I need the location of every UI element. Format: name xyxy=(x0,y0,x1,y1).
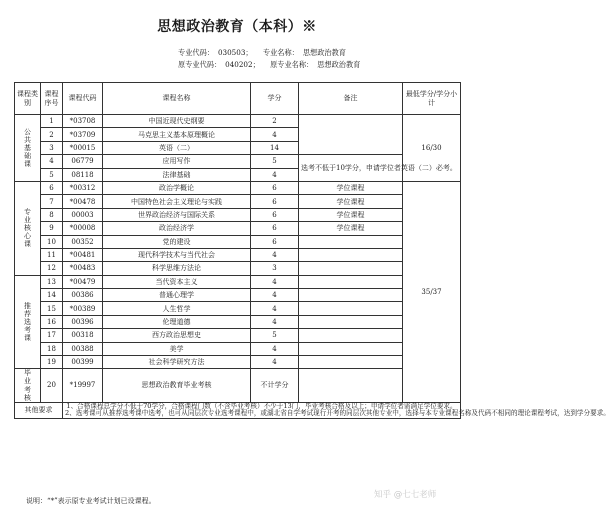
course-seq: 16 xyxy=(41,315,63,328)
course-credit: 6 xyxy=(251,235,299,248)
course-name: 伦理道德 xyxy=(103,315,251,328)
orig-name-label: 原专业名称： xyxy=(270,60,314,69)
course-code: *00479 xyxy=(63,275,103,288)
course-note xyxy=(299,289,403,302)
category-label: 专业核心课 xyxy=(24,208,31,249)
orig-code-label: 原专业代码： xyxy=(178,60,222,69)
table-row xyxy=(15,356,461,369)
course-credit: 4 xyxy=(251,315,299,328)
course-note xyxy=(299,275,403,288)
other-requirements-text xyxy=(63,401,610,418)
orig-code: 040202； xyxy=(225,60,260,69)
course-note: 学位课程 xyxy=(299,208,403,221)
course-code: *00481 xyxy=(63,248,103,261)
table-row xyxy=(15,342,461,355)
table-row xyxy=(15,262,461,275)
requirement-item: 2、选考课可从推荐选考课中选考，也可从同层次专业选考课程中，或湖北省自学考试现行开考的同层次其他专业中，选择与本专业课程名称及代码不相同的理论课程考试，达到学分要求。 xyxy=(65,409,610,418)
requirement-item: 1、合格课程总学分不低于70学分，合格课程门数（不含毕业考核）不少于13门，毕业考核合格及以上；申请学位者需满足学位要求。 xyxy=(66,401,457,410)
course-note xyxy=(299,248,403,261)
course-note xyxy=(299,302,403,315)
course-code: *00312 xyxy=(63,181,103,194)
course-seq: 1 xyxy=(41,115,63,128)
course-credit: 3 xyxy=(251,262,299,275)
major-name-label: 专业名称： xyxy=(262,48,299,57)
table-row xyxy=(15,248,461,261)
course-seq: 19 xyxy=(41,356,63,369)
course-seq: 17 xyxy=(41,329,63,342)
course-note xyxy=(299,369,403,402)
header-credit: 学分 xyxy=(251,83,299,115)
table-row xyxy=(15,302,461,315)
course-code: 00003 xyxy=(63,208,103,221)
course-seq: 3 xyxy=(41,141,63,154)
course-seq: 7 xyxy=(41,195,63,208)
major-min-credit: 35/37 xyxy=(403,181,461,402)
course-credit: 4 xyxy=(251,275,299,288)
major-code: 030503； xyxy=(217,48,253,57)
course-credit: 6 xyxy=(251,208,299,221)
table-row xyxy=(15,289,461,302)
category-public xyxy=(15,115,41,182)
course-note: 学位课程 xyxy=(299,181,403,194)
course-name: 中国特色社会主义理论与实践 xyxy=(103,195,251,208)
course-seq: 12 xyxy=(41,262,63,275)
course-code: 00386 xyxy=(63,289,103,302)
course-seq: 11 xyxy=(41,248,63,261)
course-name: 普通心理学 xyxy=(103,289,251,302)
course-code: 00318 xyxy=(63,329,103,342)
table-row xyxy=(15,369,461,402)
category-other: 其他要求 xyxy=(15,402,63,418)
course-note xyxy=(299,262,403,275)
watermark: 知乎 @七七老师 xyxy=(374,490,437,500)
course-code: 06779 xyxy=(63,155,103,168)
category-elective xyxy=(15,275,41,369)
course-seq: 5 xyxy=(41,168,63,181)
course-seq: 10 xyxy=(41,235,63,248)
course-name: 科学思维方法论 xyxy=(103,262,251,275)
public-min-credit: 16/30 xyxy=(403,115,461,182)
major-code-label: 专业代码： xyxy=(178,48,214,57)
course-note xyxy=(299,235,403,248)
course-name: 法律基础 xyxy=(103,168,251,181)
course-credit: 4 xyxy=(251,128,299,141)
course-name: 政治学概论 xyxy=(103,181,251,194)
category-major xyxy=(15,181,41,275)
table-header-row xyxy=(15,83,461,115)
course-name: 政治经济学 xyxy=(103,222,251,235)
course-credit: 4 xyxy=(251,168,299,181)
course-credit: 6 xyxy=(251,222,299,235)
course-credit: 4 xyxy=(251,248,299,261)
category-label: 毕业考核 xyxy=(24,369,31,402)
course-code: 00352 xyxy=(63,235,103,248)
course-name: 美学 xyxy=(103,342,251,355)
course-name: 中国近现代史纲要 xyxy=(103,115,251,128)
course-name: 社会科学研究方法 xyxy=(103,356,251,369)
major-code-line xyxy=(178,48,354,58)
course-credit: 2 xyxy=(251,115,299,128)
header-min-credit: 最低学分/学分小计 xyxy=(403,83,461,115)
header-name: 课程名称 xyxy=(103,83,251,115)
public-course-note: 选考不低于10学分，申请学位者英语（二）必考。 xyxy=(299,155,403,182)
course-name: 英语（二） xyxy=(103,141,251,154)
category-label: 推荐选考课 xyxy=(24,301,31,343)
course-code: 08118 xyxy=(63,168,103,181)
course-seq: 20 xyxy=(41,369,63,402)
table-row xyxy=(15,315,461,328)
table-row xyxy=(15,195,461,208)
course-seq: 15 xyxy=(41,302,63,315)
course-code: *00015 xyxy=(63,141,103,154)
course-code: 00388 xyxy=(63,342,103,355)
course-seq: 18 xyxy=(41,342,63,355)
course-note xyxy=(299,315,403,328)
category-graduation xyxy=(15,369,41,402)
course-seq: 13 xyxy=(41,275,63,288)
course-note xyxy=(299,115,403,155)
table-row xyxy=(15,115,461,128)
course-code: *00483 xyxy=(63,262,103,275)
course-credit: 14 xyxy=(251,141,299,154)
course-plan-table xyxy=(14,82,610,419)
course-seq: 8 xyxy=(41,208,63,221)
header-seq: 课程序号 xyxy=(41,83,63,115)
course-name: 思想政治教育毕业考核 xyxy=(103,369,251,402)
course-name: 西方政治思想史 xyxy=(103,329,251,342)
table-row xyxy=(15,329,461,342)
course-code: *03708 xyxy=(63,115,103,128)
course-credit: 4 xyxy=(251,342,299,355)
course-code: 00399 xyxy=(63,356,103,369)
header-category: 课程类别 xyxy=(15,83,41,115)
course-seq: 4 xyxy=(41,155,63,168)
course-credit: 5 xyxy=(251,155,299,168)
table-row xyxy=(15,208,461,221)
original-major-line xyxy=(178,60,368,70)
course-credit: 不计学分 xyxy=(251,369,299,402)
course-seq: 6 xyxy=(41,181,63,194)
course-note xyxy=(299,356,403,369)
footer-note: 说明：“*”表示原专业考试计划已设课程。 xyxy=(26,497,156,505)
major-name: 思想政治教育 xyxy=(302,48,346,57)
course-seq: 2 xyxy=(41,128,63,141)
course-name: 世界政治经济与国际关系 xyxy=(103,208,251,221)
course-code: *03709 xyxy=(63,128,103,141)
course-name: 当代资本主义 xyxy=(103,275,251,288)
course-code: 00396 xyxy=(63,315,103,328)
course-code: *00008 xyxy=(63,222,103,235)
course-code: *00478 xyxy=(63,195,103,208)
header-note: 备注 xyxy=(299,83,403,115)
course-note xyxy=(299,342,403,355)
course-credit: 4 xyxy=(251,289,299,302)
course-code: *19997 xyxy=(63,369,103,402)
table-row xyxy=(15,222,461,235)
course-name: 党的建设 xyxy=(103,235,251,248)
course-seq: 14 xyxy=(41,289,63,302)
orig-name: 思想政治教育 xyxy=(317,60,361,69)
course-credit: 4 xyxy=(251,356,299,369)
course-credit: 4 xyxy=(251,302,299,315)
course-name: 现代科学技术与当代社会 xyxy=(103,248,251,261)
course-note xyxy=(299,329,403,342)
table-row xyxy=(15,235,461,248)
course-note: 学位课程 xyxy=(299,222,403,235)
course-credit: 6 xyxy=(251,195,299,208)
table-row xyxy=(15,275,461,288)
table-row xyxy=(15,155,461,168)
course-name: 马克思主义基本原理概论 xyxy=(103,128,251,141)
course-credit: 5 xyxy=(251,329,299,342)
table-row xyxy=(15,181,461,194)
course-code: *00389 xyxy=(63,302,103,315)
course-credit: 6 xyxy=(251,181,299,194)
course-name: 人生哲学 xyxy=(103,302,251,315)
other-requirements-row xyxy=(15,402,461,418)
course-seq: 9 xyxy=(41,222,63,235)
course-name: 应用写作 xyxy=(103,155,251,168)
course-note: 学位课程 xyxy=(299,195,403,208)
category-label: 公共基础课 xyxy=(24,127,31,169)
header-code: 课程代码 xyxy=(63,83,103,115)
page-title: 思想政治教育（本科）※ xyxy=(157,19,317,35)
